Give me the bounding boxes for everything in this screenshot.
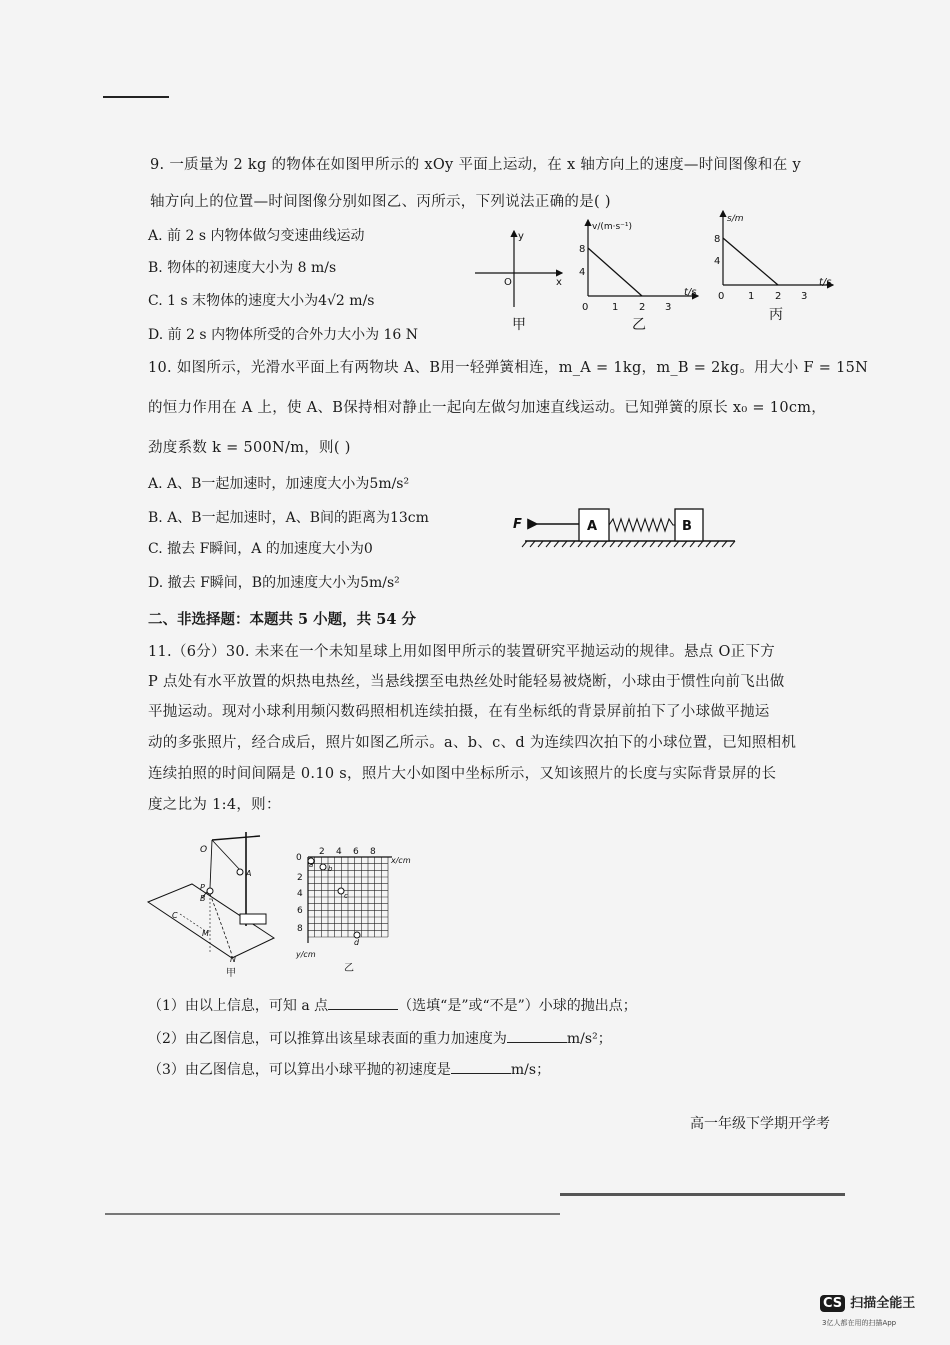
bottom-rule-left bbox=[105, 1213, 560, 1215]
yi11-caption: 乙 bbox=[344, 963, 354, 973]
q11-figure-jia bbox=[140, 830, 280, 980]
yi-ytick-8: 8 bbox=[579, 244, 586, 255]
page-footer: 高一年级下学期开学考 bbox=[690, 1116, 830, 1132]
jia11-label-c: C bbox=[172, 911, 178, 920]
spring bbox=[609, 519, 675, 531]
jia11-label-b: B bbox=[200, 894, 206, 903]
section-2-heading: 二、非选择题：本题共 5 小题，共 54 分 bbox=[148, 611, 416, 628]
jia11-label-n: N bbox=[230, 955, 236, 964]
q11-sub1 bbox=[148, 995, 637, 1015]
scanner-tagline: 3亿人都在用的扫描App bbox=[822, 1319, 897, 1327]
yi11-xtick-6: 6 bbox=[353, 847, 359, 857]
q10-option-b: B. A、B一起加速时，A、B间的距离为13cm bbox=[148, 510, 429, 526]
q9-figure-bing bbox=[705, 205, 840, 330]
q10-stem-line1: 10. 如图所示，光滑水平面上有两物块 A、B用一轻弹簧相连，m_A = 1kg，m_B = 2kg。用大小 F = 15N bbox=[148, 360, 869, 376]
jia11-label-p: P bbox=[200, 883, 205, 892]
q11-figure-yi bbox=[292, 843, 422, 973]
q11-sub3-post: m/s； bbox=[510, 1062, 551, 1078]
point-c-label: c bbox=[344, 892, 348, 900]
jia-caption: 甲 bbox=[512, 317, 526, 333]
yi-y-axis-label: v/(m·s⁻¹) bbox=[592, 222, 633, 232]
q11-para-line1: 11.（6分）30. 未来在一个未知星球上用如图甲所示的装置研究平抛运动的规律。悬点 O正下方 bbox=[148, 644, 776, 660]
yi11-xtick-4: 4 bbox=[336, 847, 342, 857]
jia11-label-o: O bbox=[200, 845, 208, 855]
jia11-label-m: M bbox=[202, 929, 209, 938]
q11-sub3-pre: （3）由乙图信息，可以算出小球平抛的初速度是 bbox=[148, 1062, 451, 1078]
yi-xtick-1: 1 bbox=[612, 302, 619, 313]
bing-xtick-0: 0 bbox=[718, 291, 725, 302]
q10-option-d: D. 撤去 F瞬间，B的加速度大小为5m/s² bbox=[148, 575, 400, 591]
yi11-xtick-2: 2 bbox=[319, 847, 325, 857]
bing-xtick-2: 2 bbox=[775, 291, 782, 302]
bing-y-axis-label: s/m bbox=[727, 214, 744, 224]
yi-x-axis-label: t/s bbox=[684, 287, 697, 298]
q11-sub2-pre: （2）由乙图信息，可以推算出该星球表面的重力加速度为 bbox=[148, 1031, 507, 1047]
q9-option-d: D. 前 2 s 内物体所受的合外力大小为 16 N bbox=[148, 327, 419, 343]
yi-ytick-4: 4 bbox=[579, 267, 586, 278]
yi11-ytick-8: 8 bbox=[297, 924, 303, 934]
q9-stem-line2: 轴方向上的位置—时间图像分别如图乙、丙所示，下列说法正确的是( ) bbox=[150, 194, 611, 210]
bing-data-line bbox=[723, 238, 778, 285]
yi11-xtick-8: 8 bbox=[370, 847, 376, 857]
yi-xtick-2: 2 bbox=[639, 302, 646, 313]
q9-option-c: C. 1 s 末物体的速度大小为4√2 m/s bbox=[148, 293, 375, 309]
jia11-label-a: A bbox=[246, 869, 252, 878]
bing-x-axis-label: t/s bbox=[819, 277, 832, 288]
bing-xtick-3: 3 bbox=[801, 291, 808, 302]
bottom-rule-right bbox=[560, 1193, 845, 1196]
q9-figure-yi bbox=[570, 212, 705, 337]
bing-caption: 丙 bbox=[769, 307, 783, 323]
yi-xtick-3: 3 bbox=[665, 302, 672, 313]
force-label: F bbox=[513, 517, 522, 532]
point-b-label: b bbox=[328, 865, 333, 873]
jia-x-label: x bbox=[556, 277, 562, 288]
q11-sub2 bbox=[148, 1028, 612, 1048]
q9-option-b: B. 物体的初速度大小为 8 m/s bbox=[148, 260, 337, 276]
point-d-label: d bbox=[354, 938, 360, 947]
jia-y-label: y bbox=[518, 231, 524, 242]
q10-stem-line3: 劲度系数 k = 500N/m，则( ) bbox=[148, 440, 351, 456]
yi11-y-axis-label: y/cm bbox=[296, 950, 316, 959]
block-b-label: B bbox=[682, 519, 692, 534]
yi11-ytick-6: 6 bbox=[297, 906, 303, 916]
q11-para-line5: 连续拍照的时间间隔是 0.10 s，照片大小如图中坐标所示，又知该照片的长度与实际背景屏的长 bbox=[148, 766, 777, 782]
q11-para-line4: 动的多张照片，经合成后，照片如图乙所示。a、b、c、d 为连续四次拍下的小球位置，已知照相机 bbox=[148, 735, 797, 751]
scanner-logo-icon: CS bbox=[820, 1295, 845, 1312]
q11-sub1-post: （选填“是”或“不是”）小球的抛出点； bbox=[398, 998, 637, 1014]
q11-sub2-post: m/s²； bbox=[566, 1031, 612, 1047]
q11-sub2-blank[interactable] bbox=[507, 1030, 567, 1043]
bing-xtick-1: 1 bbox=[748, 291, 755, 302]
point-b bbox=[320, 864, 326, 870]
yi-caption: 乙 bbox=[632, 317, 646, 333]
q11-para-line2: P 点处有水平放置的炽热电热丝，当悬线摆至电热丝处时能轻易被烧断，小球由于惯性向前飞出做 bbox=[148, 674, 785, 690]
q10-figure bbox=[505, 500, 745, 552]
top-rule bbox=[103, 96, 169, 98]
q10-option-a: A. A、B一起加速时，加速度大小为5m/s² bbox=[148, 476, 410, 492]
q11-sub1-pre: （1）由以上信息，可知 a 点 bbox=[148, 998, 329, 1014]
q11-sub3-blank[interactable] bbox=[451, 1061, 511, 1074]
q11-para-line6: 度之比为 1:4，则： bbox=[148, 797, 281, 813]
scanner-watermark bbox=[820, 1292, 915, 1312]
yi-xtick-0: 0 bbox=[582, 302, 589, 313]
jia-origin-label: O bbox=[504, 277, 512, 288]
bing-ytick-4: 4 bbox=[714, 256, 721, 267]
yi11-x-axis-label: x/cm bbox=[391, 856, 411, 865]
q11-para-line3: 平抛运动。现对小球利用频闪数码照相机连续拍摄，在有坐标纸的背景屏前拍下了小球做平抛运 bbox=[148, 704, 770, 720]
q11-sub3 bbox=[148, 1059, 550, 1079]
bing-ytick-8: 8 bbox=[714, 234, 721, 245]
q11-sub1-blank[interactable] bbox=[328, 997, 398, 1010]
scanner-app-name: 扫描全能王 bbox=[850, 1296, 916, 1311]
jia11-caption: 甲 bbox=[226, 968, 236, 979]
point-a-label: a bbox=[309, 861, 314, 869]
block-a-label: A bbox=[587, 519, 598, 534]
yi11-xtick-0: 0 bbox=[296, 853, 302, 863]
q9-stem-line1: 9. 一质量为 2 kg 的物体在如图甲所示的 xOy 平面上运动，在 x 轴方向上的速度—时间图像和在 y bbox=[150, 157, 801, 173]
q10-option-c: C. 撤去 F瞬间，A 的加速度大小为0 bbox=[148, 541, 373, 557]
q9-figure-jia bbox=[470, 225, 570, 335]
yi-data-line bbox=[588, 248, 642, 296]
q9-option-a: A. 前 2 s 内物体做匀变速曲线运动 bbox=[148, 228, 365, 244]
yi11-ytick-4: 4 bbox=[297, 889, 303, 899]
yi11-ytick-2: 2 bbox=[297, 873, 303, 883]
q10-stem-line2: 的恒力作用在 A 上，使 A、B保持相对静止一起向左做匀加速直线运动。已知弹簧的原长 x₀ = 10cm， bbox=[148, 400, 827, 416]
